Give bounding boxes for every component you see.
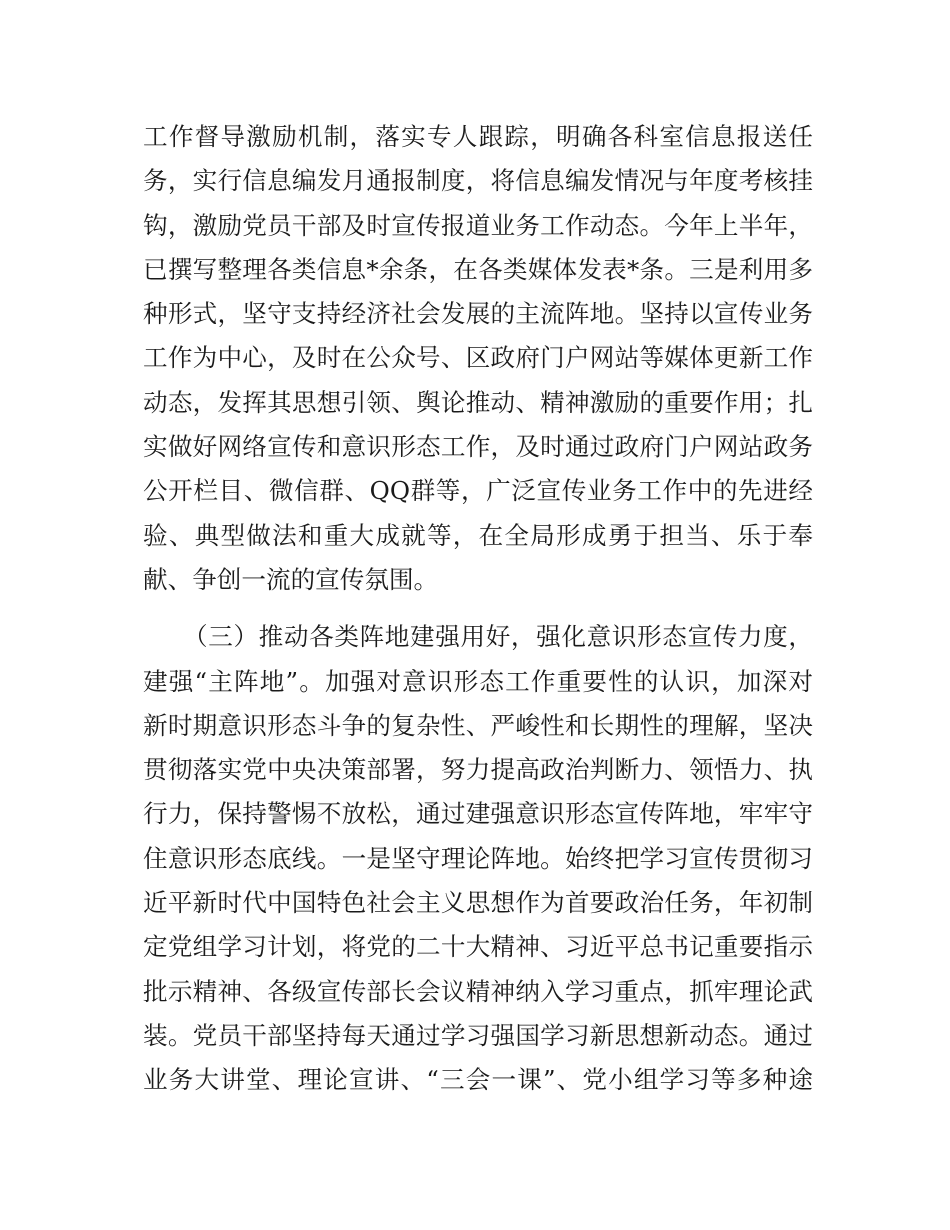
text-line: 近平新时代中国特色社会主义思想作为首要政治任务，年初制 (143, 888, 813, 918)
text-line: 实做好网络宣传和意识形态工作，及时通过政府门户网站政务 (143, 432, 813, 462)
body-text (143, 115, 813, 1103)
text-line: （三）推动各类阵地建强用好，强化意识形态宣传力度， (183, 622, 813, 652)
paragraph (143, 115, 813, 602)
text-line: 装。党员干部坚持每天通过学习强国学习新思想新动态。通过 (143, 1020, 813, 1050)
text-line: 动态，发挥其思想引领、舆论推动、精神激励的重要作用；扎 (143, 387, 813, 417)
text-line: 住意识形态底线。一是坚守理论阵地。始终把学习宣传贯彻习 (143, 843, 813, 873)
text-line: 公开栏目、微信群、QQ群等，广泛宣传业务工作中的先进经 (143, 476, 813, 506)
text-line: 工作督导激励机制，落实专人跟踪，明确各科室信息报送任 (143, 122, 813, 151)
text-line: 贯彻落实党中央决策部署，努力提高政治判断力、领悟力、执 (143, 755, 813, 785)
text-line: 务，实行信息编发月通报制度，将信息编发情况与年度考核挂 (143, 166, 813, 196)
text-line: 行力，保持警惕不放松，通过建强意识形态宣传阵地，牢牢守 (143, 799, 813, 829)
text-line: 批示精神、各级宣传部长会议精神纳入学习重点，抓牢理论武 (143, 976, 813, 1006)
paragraph (143, 615, 813, 1102)
text-line: 献、争创一流的宣传氛围。 (143, 564, 439, 594)
text-line: 钩，激励党员干部及时宣传报道业务工作动态。今年上半年， (143, 210, 813, 240)
paragraph-gap (143, 602, 813, 615)
text-line: 业务大讲堂、理论宣讲、“三会一课”、党小组学习等多种途 (143, 1065, 813, 1095)
text-line: 建强“主阵地”。加强对意识形态工作重要性的认识，加深对 (143, 666, 813, 696)
text-line: 新时期意识形态斗争的复杂性、严峻性和长期性的理解，坚决 (143, 710, 813, 740)
text-line: 验、典型做法和重大成就等，在全局形成勇于担当、乐于奉 (143, 520, 813, 550)
text-line: 工作为中心，及时在公众号、区政府门户网站等媒体更新工作 (143, 343, 813, 373)
text-line: 已撰写整理各类信息*余条，在各类媒体发表*条。三是利用多 (143, 254, 813, 284)
text-line: 定党组学习计划，将党的二十大精神、习近平总书记重要指示 (143, 932, 813, 962)
text-line: 种形式，坚守支持经济社会发展的主流阵地。坚持以宣传业务 (143, 299, 813, 329)
